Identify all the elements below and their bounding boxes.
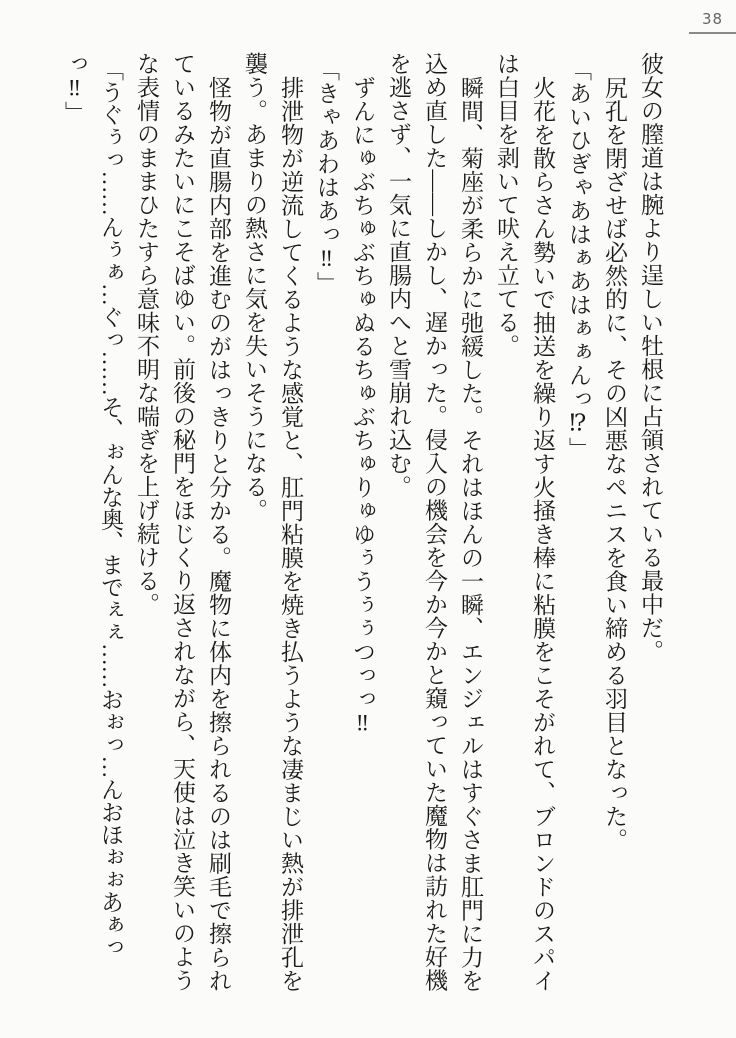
text-column: な表情のままひたすら意味不明な喘ぎを上げ続ける。	[134, 52, 159, 616]
text-column: 込め直した――しかし、遅かった。侵入の機会を今か今かと窺っていた魔物は訪れた好機	[422, 52, 447, 992]
page-number: 38	[689, 10, 736, 34]
text-column: 襲う。あまりの熱さに気を失いそうになる。	[242, 52, 267, 522]
text-column: 火花を散らさん勢いで抽送を繰り返す火掻き棒に粘膜をこそがれて、ブロンドのスパイ	[530, 76, 555, 993]
text-column: ずんにゅぶちゅぶちゅぬるちゅぶちゅりゅゆぅうぅぅつっっ‼	[350, 76, 375, 736]
text-column: ているみたいにこそばゆい。前後の秘門をほじくり返されながら、天使は泣き笑いのよう	[170, 52, 195, 992]
text-column: っ‼」	[62, 52, 87, 125]
text-column: は白目を剥いて吠え立てる。	[494, 52, 519, 358]
text-column: 排泄物が逆流してくるような感覚と、肛門粘膜を焼き払うような凄まじい熱が排泄孔を	[278, 76, 303, 993]
text-column: 怪物が直腸内部を進むのがはっきりと分かる。魔物に体内を擦られるのは刷毛で擦られ	[206, 76, 231, 993]
text-column: 「きゃあわはあっ‼」	[314, 58, 339, 295]
text-column: 「うぐぅっ……んぅぁ…ぐっ……そ、ぉんな奥、までぇぇ……おぉっ…んおほぉぉあぁっ	[98, 58, 123, 958]
text-column: 彼女の膣道は腕より逞しい牡根に占領されている最中だ。	[638, 52, 663, 663]
text-column: 尻孔を閉ざせば必然的に、その凶悪なペニスを食い締める羽目となった。	[602, 76, 627, 852]
page-text	[56, 52, 668, 997]
text-column: を逃さず、一気に直腸内へと雪崩れ込む。	[386, 52, 411, 499]
text-column: 瞬間、菊座が柔らかに弛緩した。それはほんの一瞬、エンジェルはすぐさま肛門に力を	[458, 76, 483, 993]
text-column: 「あいひぎゃあはぁあはぁぁんっ⁉」	[566, 58, 591, 461]
